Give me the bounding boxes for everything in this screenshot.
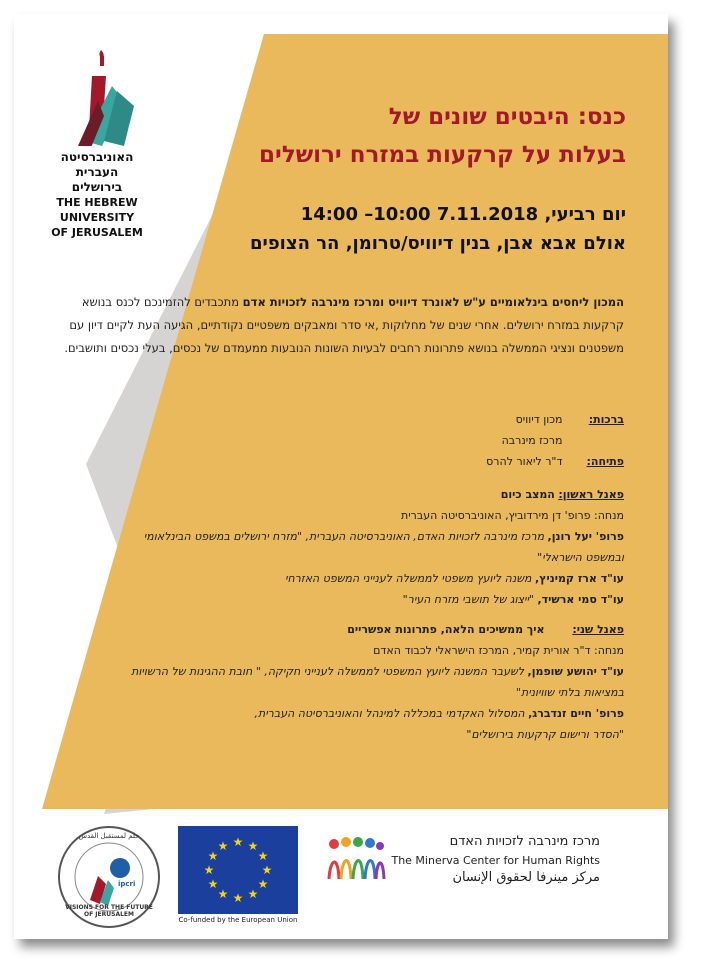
ipcri-label: ipcri bbox=[118, 880, 136, 888]
panel1-heading bbox=[39, 484, 624, 505]
panel2-speaker-2-desc: המסלול האקדמי במכללה למינהל והאוניברסיטה העברית, bbox=[254, 707, 529, 720]
panel1-speaker-1 bbox=[39, 526, 624, 547]
svg-text:★: ★ bbox=[207, 877, 219, 891]
svg-text:★: ★ bbox=[232, 835, 244, 849]
greetings-row-2 bbox=[39, 430, 624, 451]
panel2-speaker-1-cont: במציאות בלתי שוויונית" bbox=[515, 686, 624, 699]
svg-text:★: ★ bbox=[203, 863, 215, 877]
sponsor-logos bbox=[14, 804, 668, 939]
greetings-label: ברכות: bbox=[588, 413, 624, 426]
minerva-name-en: The Minerva Center for Human Rights bbox=[391, 854, 600, 867]
panel1-speaker-3-name: עו"ד סמי ארשיד, bbox=[537, 593, 624, 606]
intro-lead: המכון ליחסים בינלאומיים ע"ש לאונרד דיוויס ומרכז מינרבה לזכויות אדם bbox=[242, 295, 624, 309]
svg-text:★: ★ bbox=[247, 887, 259, 901]
eu-caption: Co-funded by the European Union bbox=[178, 916, 298, 924]
svg-text:★: ★ bbox=[261, 863, 273, 877]
page-title-line2: בעלות על קרקעות במזרח ירושלים bbox=[259, 142, 626, 168]
panel1-chair: מנחה: פרופ' דן מירדוביץ, האוניברסיטה העברית bbox=[400, 509, 624, 522]
university-emblem-icon bbox=[42, 46, 152, 146]
university-name-en-2: UNIVERSITY bbox=[59, 211, 135, 224]
panel2-title: איך ממשיכים הלאה, פתרונות אפשריים bbox=[347, 623, 545, 636]
page-title-line1: כנס: היבטים שונים של bbox=[388, 104, 626, 130]
ipcri-icon bbox=[110, 858, 130, 878]
panel2-speaker-2-cont: "הסדר ורישום קרקעות בירושלים" bbox=[466, 728, 624, 741]
panel2-speaker-1-name: עו"ד יהושע שופמן, bbox=[527, 665, 624, 678]
eu-flag bbox=[178, 826, 298, 914]
visions-caption-ar: حلم لمستقبل القدس bbox=[78, 832, 140, 840]
poster-page bbox=[14, 14, 668, 939]
hebrew-university-logo bbox=[42, 46, 152, 240]
university-name-he-1: האוניברסיטה bbox=[60, 150, 134, 164]
svg-text:★: ★ bbox=[257, 877, 269, 891]
greetings-speaker-1: מכון דיוויס bbox=[515, 413, 563, 426]
panel2-speaker-2-name: פרופ' חיים זנדברג, bbox=[528, 707, 624, 720]
panel1-speaker-3-desc: "ייצוג של תושבי מזרח העיר" bbox=[402, 593, 538, 606]
opening-label: פתיחה: bbox=[586, 455, 624, 468]
svg-text:★: ★ bbox=[217, 839, 229, 853]
university-name-en-1: THE HEBREW bbox=[56, 196, 138, 209]
event-venue: אולם אבא אבן, בנין דיוויס/טרומן, הר הצופים bbox=[249, 233, 626, 254]
intro-text: מתכבדים להזמינכם לכנס בנושא קרקעות במזרח ירושלים. אחרי שנים של מחלוקות ,אי סדר ומאבקים משפטיים נקודתיים, הגיעה העת לקיים דיון עם משפטנים ונציגי הממשלה בנושא פתרונות רחבים לבעיות השונות הנובעות ממעמדם של נכסים, בעלי נכסים ותושבים. bbox=[64, 295, 624, 355]
panel2-label: פאנל שני: bbox=[572, 623, 624, 636]
visions-caption: VISIONS FOR THE FUTURE OF JERUSALEM bbox=[65, 904, 153, 918]
svg-text:★: ★ bbox=[207, 849, 219, 863]
panel1-title: המצב כיום bbox=[500, 488, 555, 501]
greetings-row-1 bbox=[39, 409, 624, 430]
svg-text:★: ★ bbox=[232, 891, 244, 905]
university-name-he-2: העברית bbox=[75, 165, 119, 179]
panel1-speaker-1-desc: מרכז מינרבה לזכויות האדם, האוניברסיטה העברית, "מזרח ירושלים במשפט הבינלאומי bbox=[143, 530, 548, 543]
opening-speaker: ד"ר ליאור להרס bbox=[486, 455, 563, 468]
svg-text:★: ★ bbox=[257, 849, 269, 863]
university-name-he-3: בירושלים bbox=[71, 180, 123, 194]
panel1-speaker-1-cont: ובמשפט הישראלי" bbox=[537, 551, 624, 564]
panel1-speaker-2-name: עו"ד ארז קמיניץ, bbox=[535, 572, 624, 585]
event-date: יום רביעי, 7.11.2018 10:00– 14:00 bbox=[300, 204, 626, 225]
minerva-name-ar: مركز مينرفا لحقوق الإنسان bbox=[452, 870, 600, 885]
panel2-speaker-1-desc: לשעבר המשנה ליועץ המשפטי לממשלה לענייני חקיקה, " חובת ההגינות של הרשויות bbox=[131, 665, 528, 678]
svg-text:★: ★ bbox=[247, 839, 259, 853]
opening-row bbox=[39, 451, 624, 472]
panel1-speaker-2 bbox=[39, 568, 624, 589]
svg-text:★: ★ bbox=[217, 887, 229, 901]
university-name-en-3: OF JERUSALEM bbox=[51, 226, 143, 239]
panel2-heading bbox=[39, 619, 624, 640]
greetings-speaker-2: מרכז מינרבה bbox=[501, 434, 563, 447]
intro-paragraph bbox=[39, 291, 624, 360]
panel1-speaker-3 bbox=[39, 589, 624, 610]
panel1-speaker-2-desc: משנה ליועץ משפטי לממשלה לענייני המשפט האזרחי bbox=[285, 572, 536, 585]
panel1-label: פאנל ראשון: bbox=[558, 488, 624, 501]
panel1-speaker-1-name: פרופ' יעל רונן, bbox=[547, 530, 624, 543]
panel2-chair: מנחה: ד"ר אורית קמיר, המרכז הישראלי לכבוד האדם bbox=[373, 644, 624, 657]
minerva-people-icon bbox=[326, 834, 386, 884]
panel2-speaker-1 bbox=[39, 661, 624, 682]
minerva-name-he: מרכז מינרבה לזכויות האדם bbox=[449, 834, 600, 849]
panel2-speaker-2 bbox=[39, 703, 624, 724]
